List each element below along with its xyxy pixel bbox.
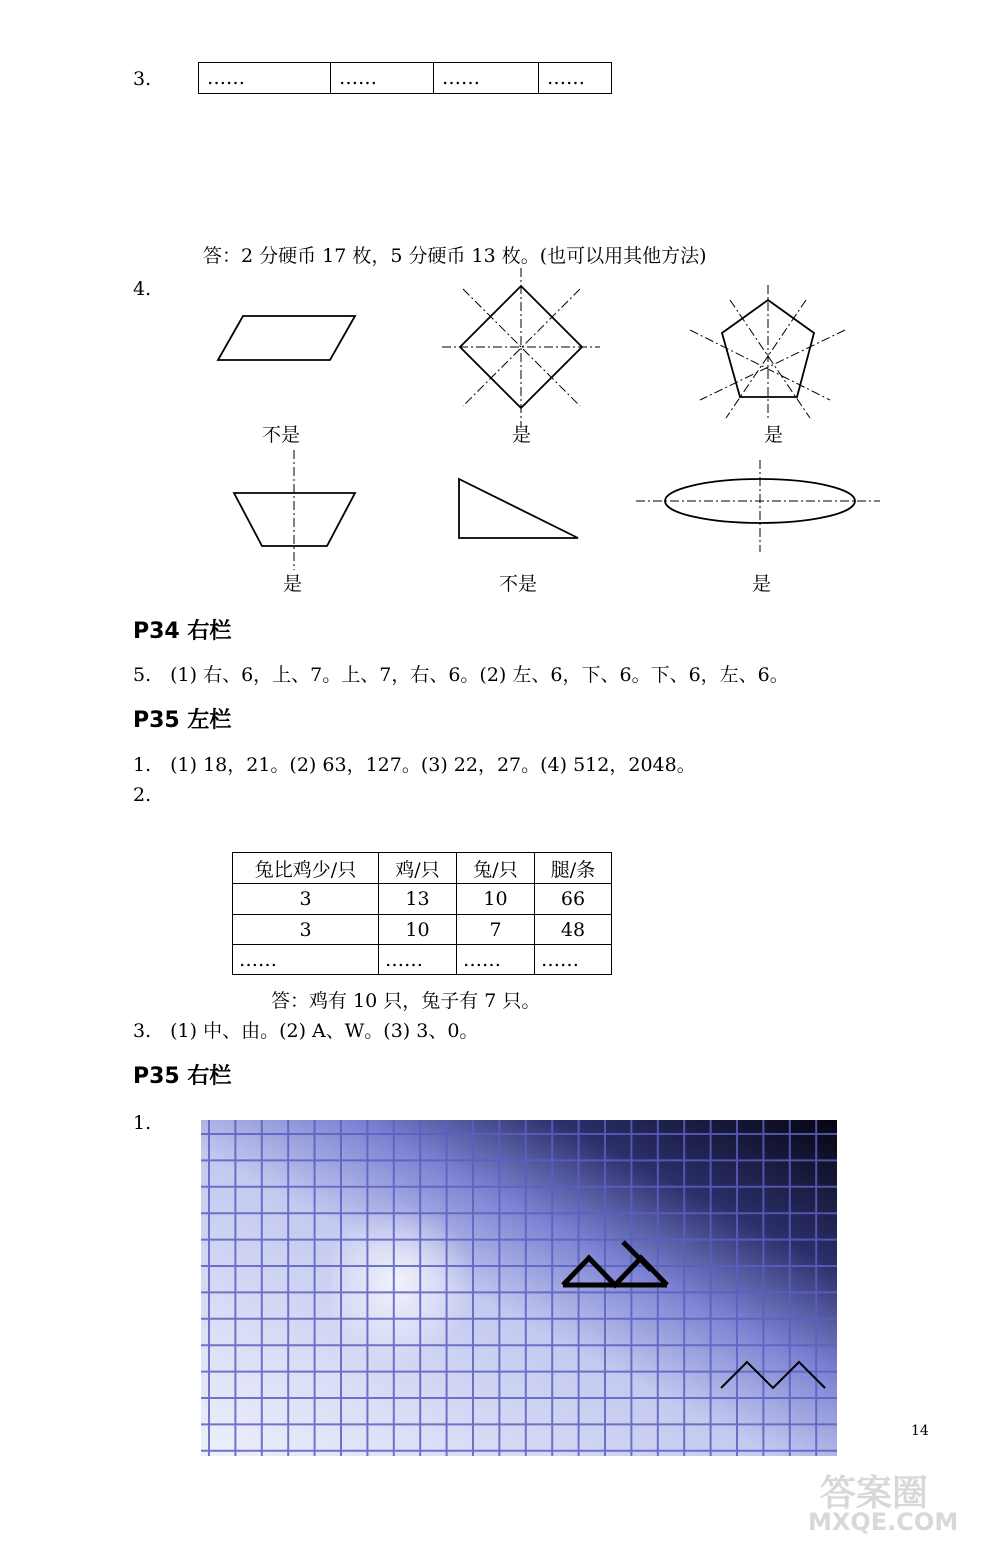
p34-q5: 5. (1) 右、6，上、7。上、7，右、6。(2) 左、6，下、6。下、6，左、6。 <box>133 664 789 686</box>
q4-label-square: 是 <box>512 424 532 446</box>
p35-q1: 1. (1) 18，21。(2) 63，127。(3) 22，27。(4) 512，2048。 <box>133 754 696 776</box>
q3-number: 3. <box>133 68 152 90</box>
table-cell: …… <box>535 945 612 975</box>
pentagon-axis <box>726 300 806 418</box>
p35-q2-answer: 答：鸡有 10 只，兔子有 7 只。 <box>271 990 541 1012</box>
q4-label-pentagon: 是 <box>764 424 784 446</box>
section-heading-p34-right: P34 右栏 <box>133 619 232 644</box>
q3-cell: …… <box>539 63 612 94</box>
q3-answer: 答：2 分硬币 17 枚，5 分硬币 13 枚。(也可以用其他方法) <box>203 245 707 267</box>
p35-right-q1-number: 1. <box>133 1112 152 1134</box>
grid-figure <box>201 1120 837 1456</box>
table-cell: 3 <box>233 884 379 915</box>
parallelogram-shape <box>218 316 355 360</box>
q4-label-triangle: 不是 <box>499 573 538 595</box>
table-header: 兔/只 <box>457 853 535 884</box>
pentagon-axis <box>700 330 845 400</box>
triangle-shape <box>459 479 578 538</box>
p35-q3: 3. (1) 中、由。(2) A、W。(3) 3、0。 <box>133 1020 479 1042</box>
q3-cell: …… <box>199 63 331 94</box>
table-header: 鸡/只 <box>379 853 457 884</box>
q4-figures <box>0 0 1000 620</box>
table-cell: 66 <box>535 884 612 915</box>
table-cell: 13 <box>379 884 457 915</box>
table-header: 兔比鸡少/只 <box>233 853 379 884</box>
table-cell: 48 <box>535 915 612 945</box>
page-number: 14 <box>911 1423 929 1439</box>
q3-cell: …… <box>331 63 434 94</box>
pentagon-axis <box>690 330 830 400</box>
q4-label-parallelogram: 不是 <box>262 424 301 446</box>
watermark-url: MXQE.COM <box>808 1508 959 1536</box>
table-cell: …… <box>233 945 379 975</box>
q4-number: 4. <box>133 278 152 300</box>
section-heading-p35-left: P35 左栏 <box>133 708 232 733</box>
table-cell: …… <box>457 945 535 975</box>
table-cell: 3 <box>233 915 379 945</box>
q4-label-ellipse: 是 <box>752 573 772 595</box>
table-cell: …… <box>379 945 457 975</box>
table-header: 腿/条 <box>535 853 612 884</box>
q3-cell: …… <box>434 63 539 94</box>
watermark-logo: 答案圈 <box>820 1473 929 1514</box>
q4-label-trapezoid: 是 <box>283 573 303 595</box>
chicken-rabbit-table <box>232 852 612 975</box>
table-cell: 10 <box>457 884 535 915</box>
section-heading-p35-right: P35 右栏 <box>133 1064 232 1089</box>
table-cell: 10 <box>379 915 457 945</box>
pentagon-axis <box>730 300 810 418</box>
p35-q2-number: 2. <box>133 784 152 806</box>
grid-light-area <box>331 1180 551 1410</box>
table-cell: 7 <box>457 915 535 945</box>
